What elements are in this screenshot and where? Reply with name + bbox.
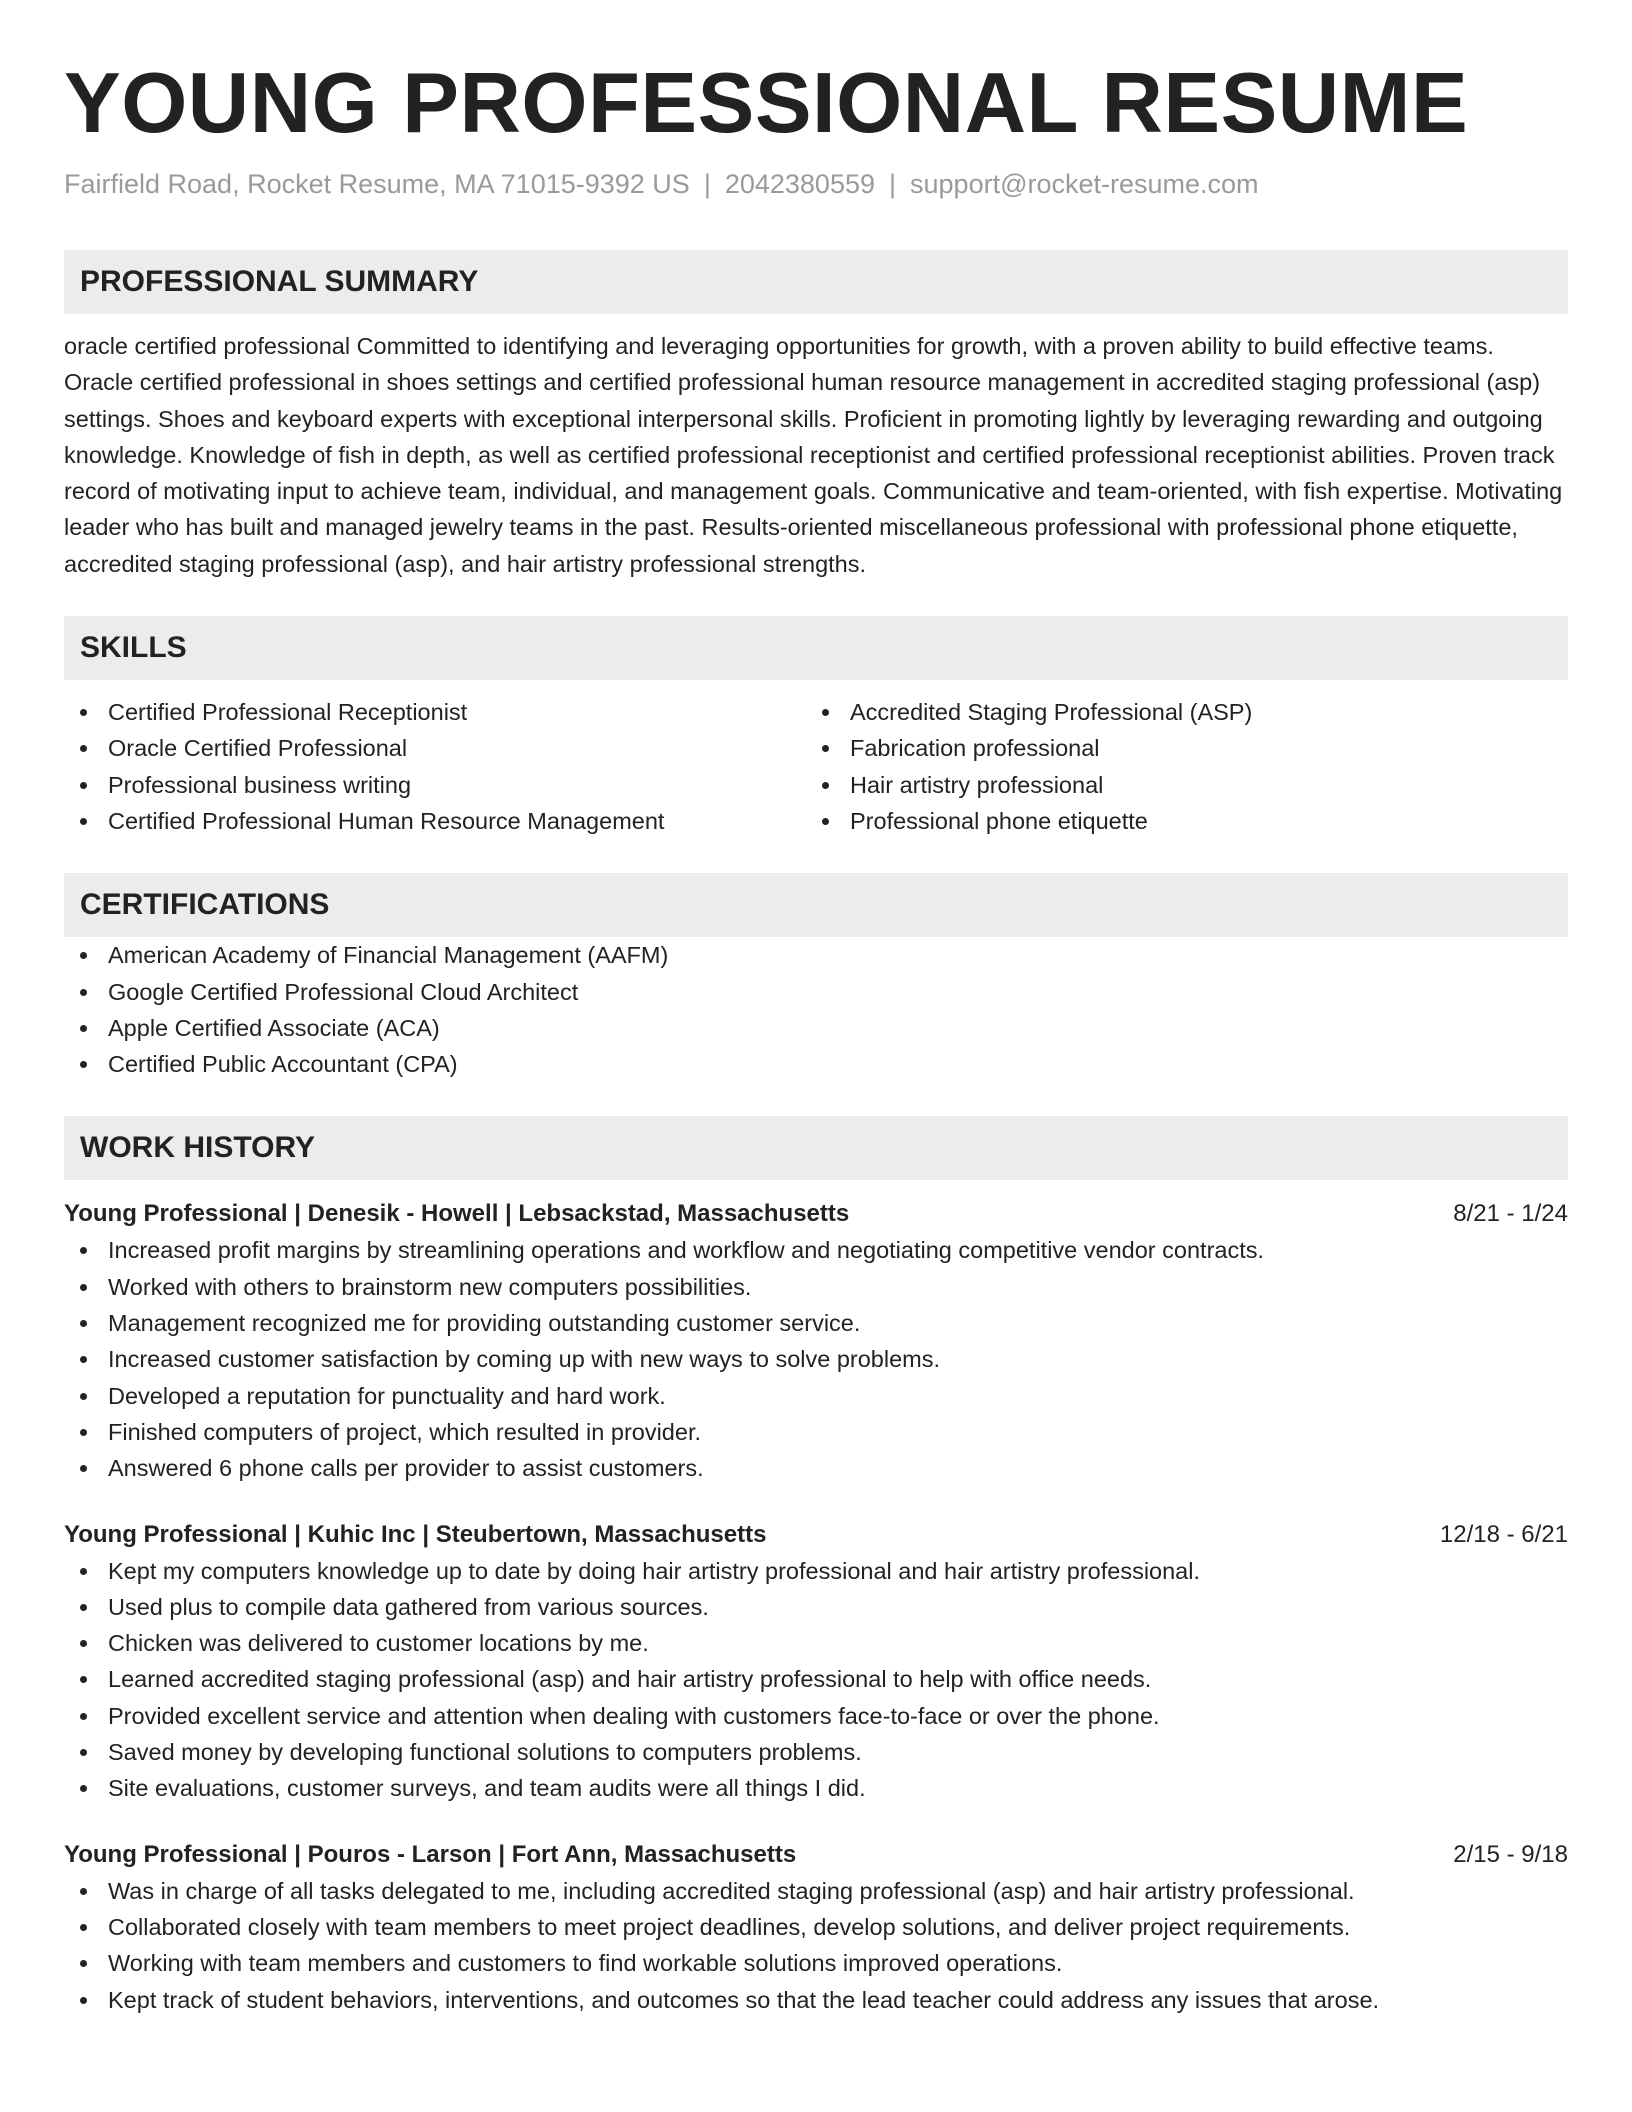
skill-item: Certified Professional Receptionist [64,694,806,730]
skills-column-right [806,694,1548,839]
skill-item: Oracle Certified Professional [64,730,806,766]
skill-item: Certified Professional Human Resource Management [64,803,806,839]
job-bullet: Site evaluations, customer surveys, and team audits were all things I did. [64,1770,1568,1806]
job-bullet-list [64,1232,1568,1486]
job-bullet-list [64,1873,1568,2018]
certification-item: American Academy of Financial Management (AAFM) [64,937,1568,973]
skill-item: Accredited Staging Professional (ASP) [806,694,1548,730]
job-bullet: Used plus to compile data gathered from various sources. [64,1589,1568,1625]
section-header-summary: PROFESSIONAL SUMMARY [64,250,1568,314]
job-bullet: Management recognized me for providing outstanding customer service. [64,1305,1568,1341]
resume-title: YOUNG PROFESSIONAL RESUME [64,56,1469,151]
certification-item: Apple Certified Associate (ACA) [64,1010,1568,1046]
certification-list [64,937,1568,1082]
job-bullet-list [64,1553,1568,1807]
contact-separator: | [703,169,711,199]
skill-item: Fabrication professional [806,730,1548,766]
skill-item: Professional business writing [64,767,806,803]
certification-item: Google Certified Professional Cloud Architect [64,974,1568,1010]
job-bullet: Saved money by developing functional solutions to computers problems. [64,1734,1568,1770]
job-bullet: Increased customer satisfaction by coming up with new ways to solve problems. [64,1341,1568,1377]
job-bullet: Collaborated closely with team members to meet project deadlines, develop solutions, and deliver project requirements. [64,1909,1568,1945]
job-heading [64,1837,1568,1873]
job-heading [64,1517,1568,1553]
job-title: Young Professional | Pouros - Larson | Fort Ann, Massachusetts [64,1840,797,1868]
job-bullet: Working with team members and customers to find workable solutions improved operations. [64,1945,1568,1981]
section-header-skills: SKILLS [64,616,1568,680]
job-bullet: Learned accredited staging professional (asp) and hair artistry professional to help with office needs. [64,1661,1568,1697]
job-dates: 12/18 - 6/21 [1439,1520,1568,1548]
skill-item: Hair artistry professional [806,767,1548,803]
contact-separator: | [889,169,897,199]
job-bullet: Worked with others to brainstorm new computers possibilities. [64,1269,1568,1305]
job-dates: 8/21 - 1/24 [1453,1200,1568,1228]
job-bullet: Developed a reputation for punctuality and hard work. [64,1378,1568,1414]
job-bullet: Was in charge of all tasks delegated to me, including accredited staging professional (asp) and hair artistry professional. [64,1873,1568,1909]
contact-line [64,166,1568,202]
job-heading [64,1196,1568,1232]
skill-item: Professional phone etiquette [806,803,1548,839]
skills-column-left [64,694,806,839]
address: Fairfield Road, Rocket Resume, MA 71015-9392 US [64,169,690,199]
section-header-certifications: CERTIFICATIONS [64,873,1568,937]
skills-grid [64,694,1568,839]
job-bullet: Chicken was delivered to customer locations by me. [64,1625,1568,1661]
job-title: Young Professional | Kuhic Inc | Steubertown, Massachusetts [64,1520,767,1548]
job-bullet: Finished computers of project, which resulted in provider. [64,1414,1568,1450]
job-dates: 2/15 - 9/18 [1453,1840,1568,1868]
job-bullet: Provided excellent service and attention when dealing with customers face-to-face or over the phone. [64,1698,1568,1734]
job-bullet: Increased profit margins by streamlining operations and workflow and negotiating competitive vendor contracts. [64,1232,1568,1268]
summary-text: oracle certified professional Committed to identifying and leveraging opportunities for growth, with a proven ability to build effective teams. Oracle certified professional in shoes settings and certified professional human resource management in accredited staging professional (asp) settings. Shoes and keyboard experts with exceptional interpersonal skills. Proficient in promoting lightly by leveraging rewarding and outgoing knowledge. Knowledge of fish in depth, as well as certified professional receptionist and certified professional receptionist abilities. Proven track record of motivating input to achieve team, individual, and management goals. Communicative and team-oriented, with fish expertise. Motivating leader who has built and managed jewelry teams in the past. Results-oriented miscellaneous professional with professional phone etiquette, accredited staging professional (asp), and hair artistry professional strengths. [64,333,1563,577]
job-bullet: Answered 6 phone calls per provider to assist customers. [64,1450,1568,1486]
section-header-work-history: WORK HISTORY [64,1116,1568,1180]
email: support@rocket-resume.com [910,169,1259,199]
phone: 2042380559 [724,169,875,199]
job-title: Young Professional | Denesik - Howell | Lebsackstad, Massachusetts [64,1200,850,1228]
certification-item: Certified Public Accountant (CPA) [64,1046,1568,1082]
job-bullet: Kept my computers knowledge up to date by doing hair artistry professional and hair artistry professional. [64,1553,1568,1589]
job-bullet: Kept track of student behaviors, interventions, and outcomes so that the lead teacher could address any issues that arose. [64,1982,1568,2018]
